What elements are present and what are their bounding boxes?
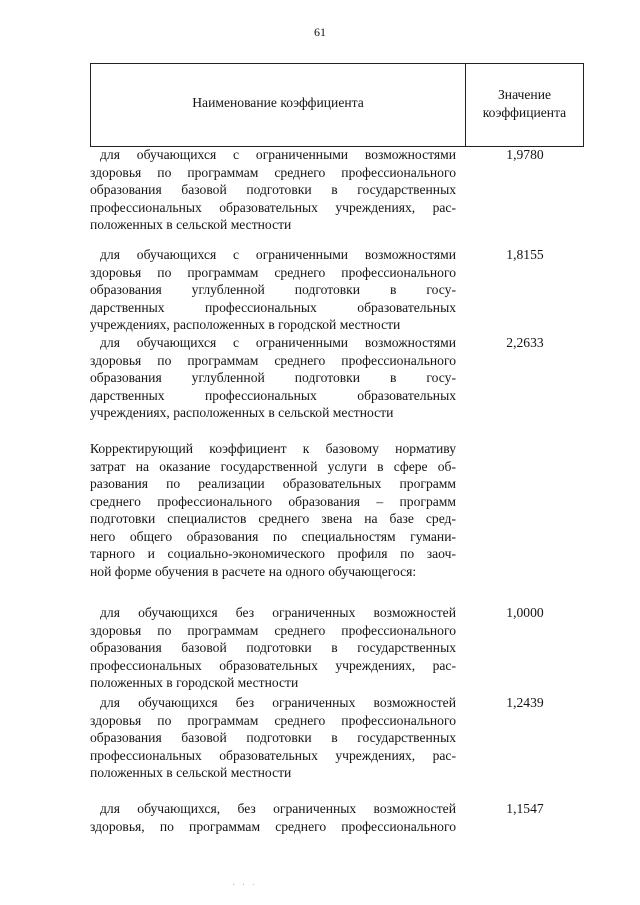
text-line: здоровья по программам среднего профессионального [90,264,456,280]
text-line: положенных в городской местности [90,675,299,690]
row-description [90,694,456,782]
coefficient-value: 1,1547 [506,801,544,816]
text-line: для обучающихся без ограниченных возможностей [100,695,456,710]
text-line: для обучающихся, без ограниченных возможностей [100,801,456,816]
section-heading [90,440,456,580]
text-line: подготовки специалистов среднего звена на базе сред- [90,511,456,526]
coefficient-value: 1,0000 [506,605,544,620]
header-value-line-1: Значение [497,87,552,102]
text-line: учреждениях, расположенных в городской местности [90,317,401,332]
text-line: положенных в сельской местности [90,765,292,780]
text-line: для обучающихся с ограниченными возможностями [100,335,456,350]
text-line: образования углубленной подготовки в госу- [90,282,456,297]
text-line: дарственных профессиональных образовательных [90,387,456,403]
text-line: Корректирующий коэффициент к базовому нормативу [90,441,456,456]
text-line: здоровья, по программам среднего профессионального [90,818,456,834]
text-line: образования углубленной подготовки в госу- [90,370,456,385]
text-line: разования по реализации образовательных программ [90,476,456,491]
text-line: образования базовой подготовки в государственных [90,640,456,655]
text-line: профессиональных образовательных учреждениях, рас- [90,657,456,673]
text-line: учреждениях, расположенных в сельской местности [90,405,394,420]
row-description [90,146,456,234]
row-description [90,604,456,692]
row-description [90,246,456,334]
text-line: для обучающихся с ограниченными возможностями [100,247,456,262]
header-coefficient-value [466,86,583,121]
text-line: профессиональных образовательных учреждениях, рас- [90,747,456,763]
header-coefficient-name: Наименование коэффициента [192,95,364,110]
text-line: затрат на оказание государственной услуги в сфере об- [90,458,456,474]
text-line: тарного и социально-экономического профиля по заоч- [90,546,456,561]
text-line: образования базовой подготовки в государственных [90,182,456,197]
text-line: него общего образования по специальностям гумани- [90,528,456,544]
text-line: здоровья по программам среднего профессионального [90,164,456,180]
page-number: 61 [314,25,326,39]
coefficient-value: 2,2633 [506,335,544,350]
text-line: образования базовой подготовки в государственных [90,730,456,745]
coefficient-value: 1,8155 [506,247,544,262]
text-line: для обучающихся с ограниченными возможностями [100,147,456,162]
text-line: для обучающихся без ограниченных возможностей [100,605,456,620]
row-description [90,800,456,835]
text-line: здоровья по программам среднего профессионального [90,712,456,728]
coefficient-value: 1,9780 [506,147,544,162]
coefficient-value: 1,2439 [506,695,544,710]
text-line: среднего профессионального образования – программ [90,493,456,509]
scan-artifact: · · · [232,880,257,891]
table-header [90,63,584,147]
text-line: положенных в сельской местности [90,217,292,232]
text-line: здоровья по программам среднего профессионального [90,622,456,638]
header-value-line-2: коэффициента [482,104,567,120]
row-description [90,334,456,422]
text-line: дарственных профессиональных образовательных [90,299,456,315]
text-line: ной форме обучения в расчете на одного обучающегося: [90,563,417,579]
text-line: здоровья по программам среднего профессионального [90,352,456,368]
text-line: профессиональных образовательных учреждениях, рас- [90,199,456,215]
